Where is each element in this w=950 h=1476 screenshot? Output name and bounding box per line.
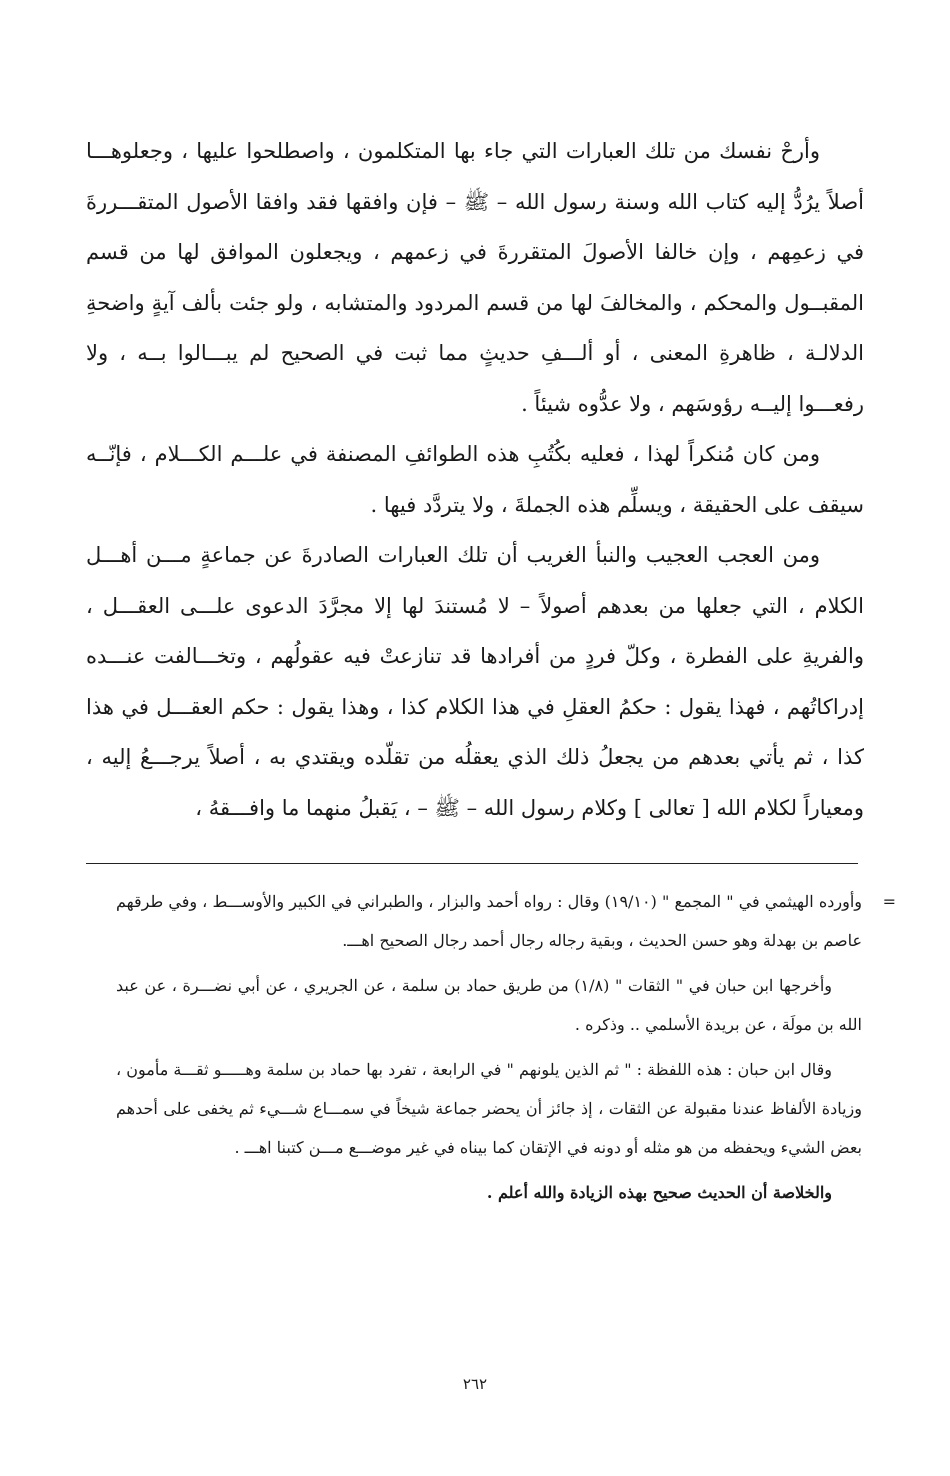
footnote-paragraph-2: وأخرجها ابن حبان في " الثقات " (١/٨) من طريق حماد بن سلمة ، عن الجريري ، عن أبي نضـــرة ، عن عبد الله بن مولَة ، عن بريدة الأسلمي .. وذكره . xyxy=(116,976,862,1034)
footnote-conclusion: والخلاصة أن الحديث صحيح بهذه الزيادة والله أعلم . xyxy=(486,1183,832,1202)
footnotes-section xyxy=(116,882,896,1212)
main-text-body xyxy=(86,126,864,833)
footnote-continuation-marker: = xyxy=(882,892,896,911)
main-paragraph-3: ومن العجب العجيب والنبأ الغريب أن تلك العبارات الصادرةَ عن جماعةٍ مـــن أهـــل الكلام ، التي جعلها من بعدهم أصولاً – لا مُستندَ لها إلا مجرَّدَ الدعوى علـــى العقـــل ، والفريةِ على الفطرة ، وكلّ فردٍ من أفرادها قد تنازعتْ فيه عقولُهم ، وتخـــالفت عنـــده إدراكاتُهم ، فهذا يقول : حكمُ العقلِ في هذا الكلام كذا ، وهذا يقول : حكم العقـــل في هذا كذا ، ثم يأتي بعدهم من يجعلُ ذلك الذي يعقلُه من تقلّده ويقتدي به ، أصلاً يرجـــعُ إليه ، ومعياراً لكلام الله [ تعالى ] وكلام رسول الله – ﷺ – ، يَقبلُ منهما ما وافـــقهُ ، xyxy=(86,543,864,820)
page-number: ٢٦٢ xyxy=(462,1375,488,1393)
main-paragraph-1: وأرحْ نفسك من تلك العبارات التي جاء بها المتكلمون ، واصطلحوا عليها ، وجعلوهـــا أصلاً يرُدُّ إليه كتاب الله وسنة رسول الله – ﷺ – فإن وافقها فقد وافقا الأصول المتقـــررةَ في زعمِهم ، وإن خالفا الأصولَ المتقررةَ في زعمهم ، ويجعلون الموافق لها من قسم المقبــول والمحكم ، والمخالفَ لها من قسم المردود والمتشابه ، ولو جئت بألف آيةٍ واضحةِ الدلالـة ، ظاهرةِ المعنى ، أو ألـــفِ حديثٍ مما ثبت في الصحيح لم يبـــالوا بــه ، ولا رفعـــوا إليــه رؤوسَهم ، ولا عدُّوه شيئاً . xyxy=(86,139,864,416)
main-paragraph-2: ومن كان مُنكراً لهذا ، فعليه بكُتُبِ هذه الطوائفِ المصنفة في علـــم الكـــلام ، فإنّــه سيقف على الحقيقة ، ويسلِّم هذه الجملةَ ، ولا يتردَّد فيها . xyxy=(86,442,864,517)
footnote-separator-rule xyxy=(86,863,858,864)
footnote-paragraph-1: وأورده الهيثمي في " المجمع " (١٩/١٠) وقال : رواه أحمد والبزار ، والطبراني في الكبير والأوســـط ، وفي طرقهم عاصم بن بهدلة وهو حسن الحديث ، وبقية رجاله رجال أحمد رجال الصحيح اهـــ. xyxy=(116,892,863,950)
footnote-paragraph-3: وقال ابن حبان : هذه اللفظة : " ثم الذين يلونهم " في الرابعة ، تفرد بها حماد بن سلمة وهـــــو ثقـــة مأمون ، وزيادة الألفاظ عندنا مقبولة عن الثقات ، إذ جائز أن يحضر جماعة شيخاً في سمـــاع شـــيء ثم يخفى على أحدهم بعض الشيء ويحفظه من هو مثله أو دونه في الإتقان كما بيناه في غير موضـــع مـــن كتبنا اهـــ . xyxy=(116,1060,863,1157)
